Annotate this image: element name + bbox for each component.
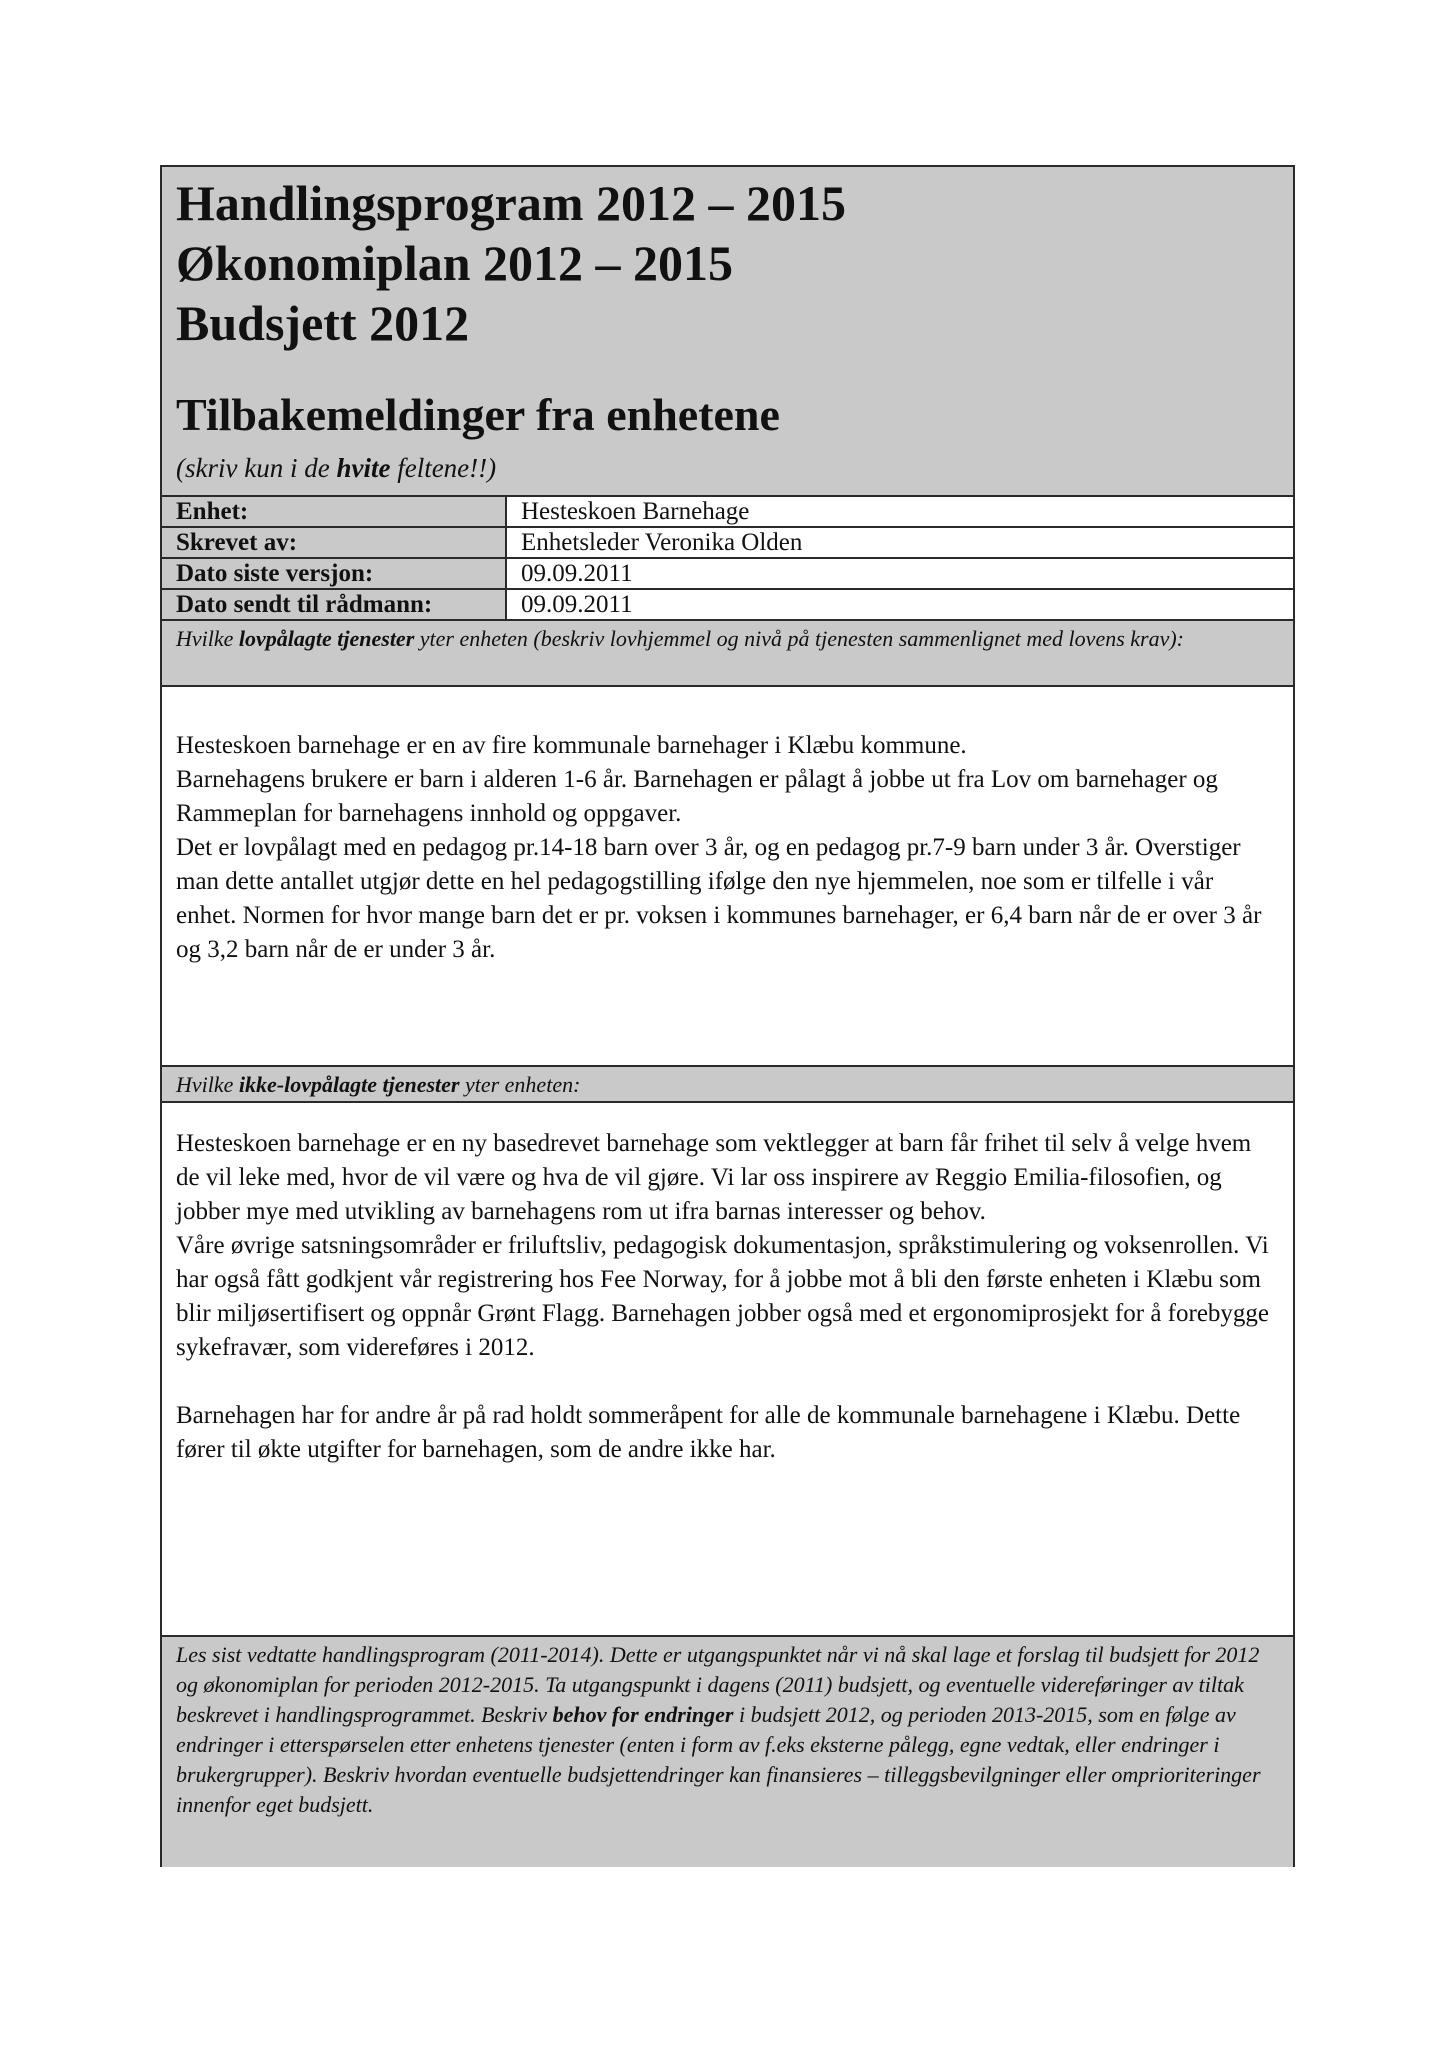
info-row-version-date [162, 557, 1293, 588]
form-subtitle: Tilbakemeldinger fra enhetene [176, 389, 780, 440]
sent-date-label: Dato sendt til rådmann: [162, 590, 507, 619]
answer-paragraph: Hesteskoen barnehage er en av fire kommunale barnehager i Klæbu kommune. [176, 732, 967, 759]
info-row-unit [162, 495, 1293, 526]
version-date-label: Dato siste versjon: [162, 559, 507, 588]
form-header [162, 167, 1293, 497]
title-okonomiplan: Økonomiplan 2012 – 2015 [176, 235, 734, 291]
version-date-field[interactable]: 09.09.2011 [521, 560, 633, 587]
sent-date-field[interactable]: 09.09.2011 [521, 591, 633, 618]
answer-paragraph: Barnehagen har for andre år på rad holdt sommeråpent for alle de kommunale barnehagene i Klæbu. Dette fører til økte utgifter for barnehagen, som de andre ikke har. [176, 1402, 1241, 1463]
unit-value-field[interactable]: Hesteskoen Barnehage [521, 498, 750, 525]
answer-paragraph: Barnehagens brukere er barn i alderen 1-6 år. Barnehagen er pålagt å jobbe ut fra Lov om barnehager og Rammeplan for barnehagens innhold og oppgaver. [176, 766, 1218, 827]
author-label: Skrevet av: [162, 528, 507, 557]
answer-paragraph: Det er lovpålagt med en pedagog pr.14-18 barn over 3 år, og en pedagog pr.7-9 barn under 3 år. Overstiger man dette antallet utgjør dette en hel pedagogstilling ifølge den nye hjemmelen, noe som er tilfelle i vår enhet. Normen for hvor mange barn det er pr. voksen i kommunes barnehager, er 6,4 barn når de er over 3 år og 3,2 barn når de er under 3 år. [176, 834, 1262, 963]
answer-paragraph: Hesteskoen barnehage er en ny basedrevet barnehage som vektlegger at barn får frihet til selv å velge hvem de vil leke med, hvor de vil være og hva de vil gjøre. Vi lar oss inspirere av Reggio Emilia-filosofien, og jobber mye med utvikling av barnehagens rom ut ifra barnas interesser og behov. [176, 1130, 1252, 1225]
mandatory-services-answer[interactable] [162, 729, 1293, 967]
paragraph-gap [176, 1365, 1277, 1399]
info-row-sent-date [162, 588, 1293, 619]
title-budsjett: Budsjett 2012 [176, 295, 470, 351]
fill-instruction: (skriv kun i de hvite feltene!!) [176, 453, 497, 483]
title-handlingsprogram: Handlingsprogram 2012 – 2015 [176, 175, 846, 231]
author-value-field[interactable]: Enhetsleder Veronika Olden [521, 529, 803, 556]
budget-changes-question: Les sist vedtatte handlingsprogram (2011-2014). Dette er utgangspunktet når vi nå skal lage et forslag til budsjett for 2012 og økonomiplan for perioden 2012-2015. Ta utgangspunkt i dagens (2011) budsjett, og eventuelle videreføringer av tiltak beskrevet i handlingsprogrammet. Beskriv behov for endringer i budsjett 2012, og perioden 2013-2015, som en følge av endringer i etterspørselen etter enhetens tjenester (enten i form av f.eks eksterne pålegg, egne vedtak, eller endringer i brukergrupper). Beskriv hvordan eventuelle budsjettendringer kan finansieres – tilleggsbevilgninger eller omprioriteringer innenfor eget budsjett. [162, 1635, 1293, 1867]
info-row-author [162, 526, 1293, 557]
answer-paragraph: Våre øvrige satsningsområder er friluftsliv, pedagogisk dokumentasjon, språkstimulering og voksenrollen. Vi har også fått godkjent vår registrering hos Fee Norway, for å jobbe mot å bli den første enheten i Klæbu som blir miljøsertifisert og oppnår Grønt Flagg. Barnehagen jobber også med et ergonomiprosjekt for å forebygge sykefravær, som videreføres i 2012. [176, 1232, 1270, 1361]
non-mandatory-services-answer[interactable] [162, 1127, 1293, 1467]
feedback-form [160, 165, 1295, 1867]
mandatory-services-question: Hvilke lovpålagte tjenester yter enheten (beskriv lovhjemmel og nivå på tjenesten sammenlignet med lovens krav): [162, 619, 1293, 687]
non-mandatory-services-question: Hvilke ikke-lovpålagte tjenester yter enheten: [162, 1065, 1293, 1103]
unit-label: Enhet: [162, 497, 507, 526]
